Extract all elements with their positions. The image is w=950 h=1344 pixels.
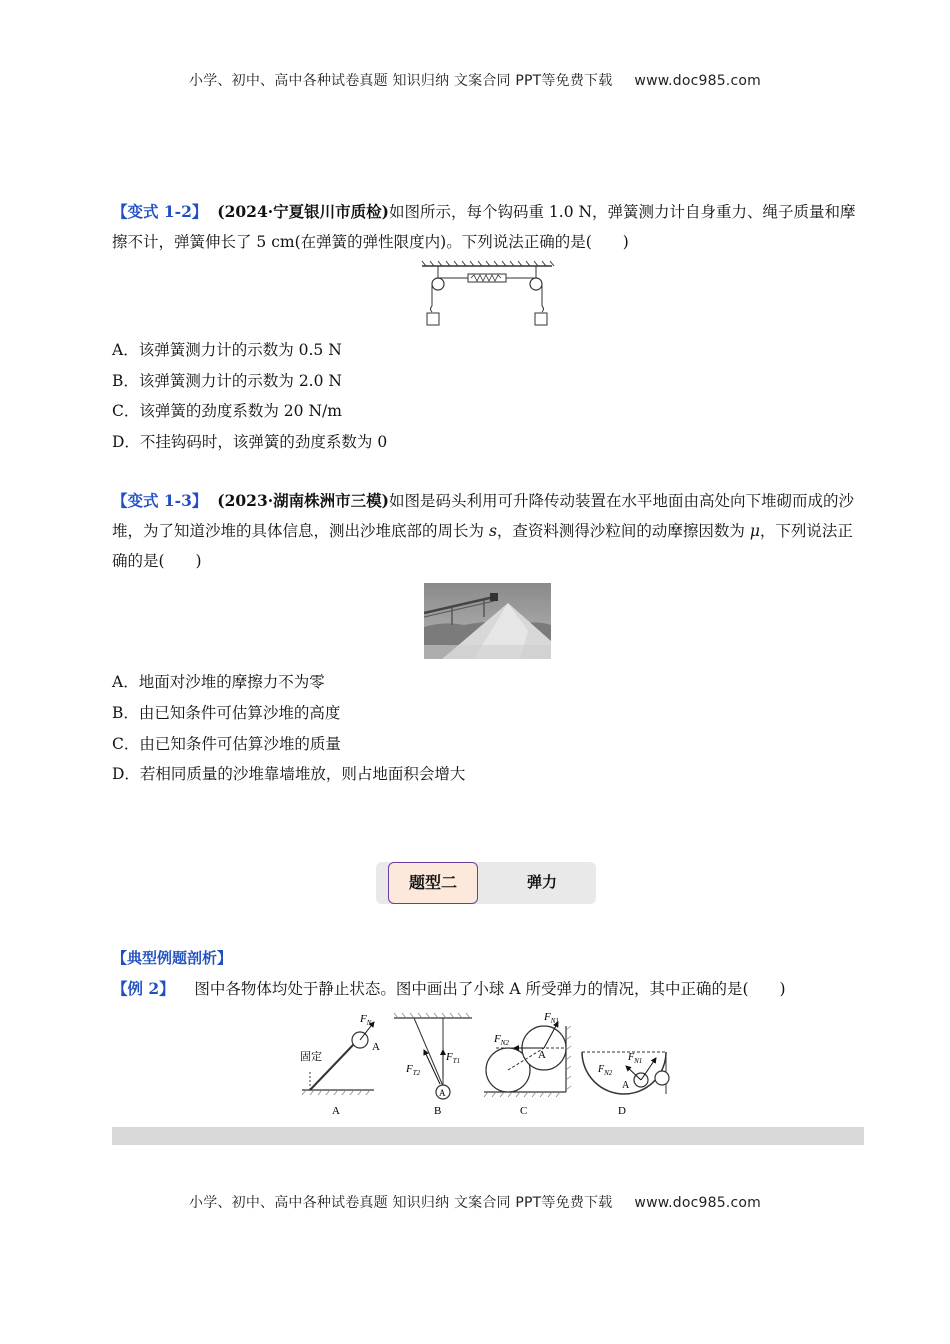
footer-text: 小学、初中、高中各种试卷真题 知识归纳 文案合同 PPT等免费下载 (189, 1195, 613, 1211)
question-1-3-text-3: ，下列说法正确的是( ) (112, 522, 853, 570)
ball-label-d: A (622, 1080, 630, 1091)
force-ft2-label: $F_{T2}$ (406, 1063, 421, 1077)
question-1-2-tag: 【变式 1-2】 (112, 202, 208, 221)
question-1-3-option-b[interactable]: B．由已知条件可估算沙堆的高度 (112, 704, 341, 722)
diagram-panel-a (300, 1013, 380, 1117)
example-2-stem (112, 974, 864, 1004)
question-1-3-text-2: ，查资料测得沙粒间的动摩擦因数为 (496, 522, 750, 540)
diagram-panel-d (582, 1052, 669, 1117)
diagram-panel-c (484, 1011, 571, 1117)
panel-label-d: D (618, 1105, 626, 1117)
force-fn-label: $F_N$ (360, 1013, 372, 1027)
page-footer (0, 1192, 950, 1212)
question-1-3-option-d[interactable]: D．若相同质量的沙堆靠墙堆放，则占地面积会增大 (112, 765, 466, 783)
section-badge-label: 题型二 (388, 862, 478, 904)
question-1-3-stem (112, 486, 864, 576)
question-1-3-option-c[interactable]: C．由已知条件可估算沙堆的质量 (112, 735, 341, 753)
question-1-3-option-a[interactable]: A．地面对沙堆的摩擦力不为零 (112, 673, 325, 691)
question-1-2-option-b[interactable]: B．该弹簧测力计的示数为 2.0 N (112, 372, 342, 390)
header-site[interactable]: www.doc985.com (634, 73, 761, 89)
var-s: s (488, 522, 497, 540)
sand-pile-photo (424, 583, 551, 659)
ball-label-b: A (439, 1088, 446, 1098)
section-badge (376, 862, 596, 904)
pulley-spring-figure (418, 258, 556, 330)
ball-label-a: A (372, 1041, 380, 1053)
example-2-text: 图中各物体均处于静止状态。图中画出了小球 A 所受弹力的情况，其中正确的是( ) (194, 980, 786, 998)
question-1-2-text: 如图所示，每个钩码重 1.0 N，弹簧测力计自身重力、绳子质量和摩擦不计，弹簧伸长了 5 cm(在弹簧的弹性限度内)。下列说法正确的是( ) (112, 203, 856, 251)
fixed-label: 固定 (300, 1051, 322, 1063)
force-fn2-label-d: $F_{N2}$ (598, 1064, 613, 1077)
example-heading: 【典型例题剖析】 (112, 949, 233, 967)
divider-bar (112, 1127, 864, 1145)
question-1-3-tag: 【变式 1-3】 (112, 491, 208, 510)
question-1-2-option-d[interactable]: D．不挂钩码时，该弹簧的劲度系数为 0 (112, 433, 388, 451)
question-1-3-text-1: 如图是码头利用可升降传动装置在水平地面由高处向下堆砌而成的沙堆，为了知道沙堆的具体信息，测出沙堆底部的周长为 (112, 492, 854, 540)
question-1-2-stem (112, 197, 864, 257)
question-1-2-option-c[interactable]: C．该弹簧的劲度系数为 20 N/m (112, 402, 342, 420)
panel-label-b: B (434, 1105, 442, 1117)
ball-label-c: A (538, 1049, 546, 1061)
force-fn1-label-c: $F_{N1}$ (544, 1011, 559, 1025)
section-badge-title: 弹力 (526, 873, 557, 891)
panel-label-c: C (520, 1105, 528, 1117)
force-fn1-label-d: $F_{N1}$ (628, 1052, 643, 1065)
panel-label-a: A (332, 1105, 340, 1117)
force-fn2-label-c: $F_{N2}$ (494, 1033, 509, 1047)
question-1-2-source: (2024·宁夏银川市质检) (217, 202, 389, 221)
var-mu: μ (749, 522, 760, 540)
page-header (0, 70, 950, 90)
force-ft1-label: $F_{T1}$ (446, 1051, 461, 1065)
diagram-panel-b (394, 1013, 472, 1117)
question-1-3-source: (2023·湖南株洲市三模) (217, 491, 389, 510)
footer-site[interactable]: www.doc985.com (634, 1195, 761, 1211)
elastic-force-diagrams (296, 1008, 676, 1120)
question-1-2-option-a[interactable]: A．该弹簧测力计的示数为 0.5 N (112, 341, 342, 359)
example-2-tag: 【例 2】 (112, 979, 175, 998)
header-text: 小学、初中、高中各种试卷真题 知识归纳 文案合同 PPT等免费下载 (189, 73, 613, 89)
